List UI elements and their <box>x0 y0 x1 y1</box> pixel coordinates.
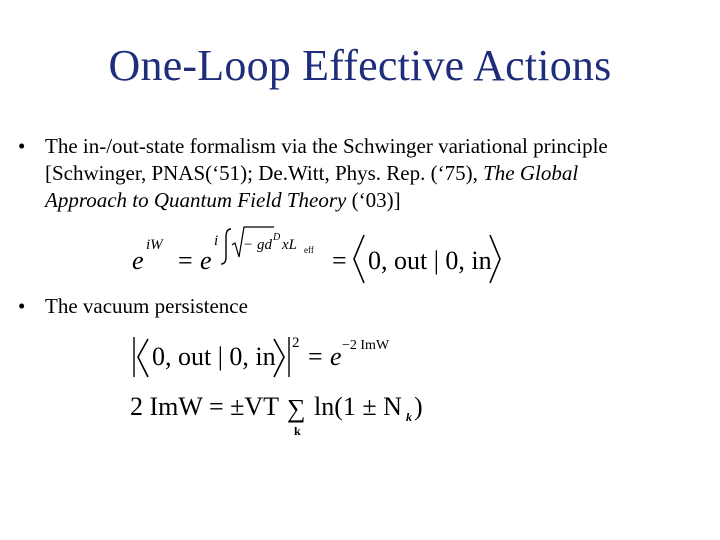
eq1-lhs-exp: iW <box>146 237 163 253</box>
svg-text:=: = <box>308 342 323 371</box>
eq1-lhs-base: e <box>132 246 144 275</box>
eq1-exp-sub: eff <box>304 245 314 255</box>
bullet-dot: • <box>18 294 26 318</box>
eq1-exp-body: gd <box>257 237 272 253</box>
equation-vacuum-persistence <box>130 335 430 440</box>
integral-icon <box>221 229 231 264</box>
eq1-exp-d: D <box>273 232 281 243</box>
bullet-line-3 <box>45 187 705 214</box>
bullet-dot: • <box>18 134 26 158</box>
eq2-sum-sub: k <box>294 424 301 438</box>
bullet-text: The vacuum persistence <box>45 294 248 318</box>
eq2-line2-lhs: 2 ImW = ±VT <box>130 392 280 421</box>
citation-text: [Schwinger, PNAS(‘51); De.Witt, Phys. Rep. (‘75), <box>45 161 484 185</box>
eq2-rhs-base: e <box>330 342 342 371</box>
eq2-pow: 2 <box>292 335 300 351</box>
equation-2-svg <box>130 335 430 440</box>
citation-year: (‘03)] <box>346 188 401 212</box>
eq1-equals-2: = <box>332 246 347 275</box>
equation-1-svg <box>132 225 512 285</box>
eq1-rhs-base: e <box>200 246 212 275</box>
eq1-exp-i: i <box>214 233 219 249</box>
book-title-part2: Approach to Quantum Field Theory <box>45 188 347 212</box>
equation-in-out-amplitude <box>132 225 512 285</box>
slide-title: One-Loop Effective Actions <box>108 41 612 90</box>
eq2-inner: 0, out | 0, in <box>152 342 276 371</box>
bullet-line-1: The in-/out-state formalism via the Schwinger variational principle <box>45 134 608 158</box>
eq2-close: ) <box>414 392 423 421</box>
sum-icon: ∑ <box>287 394 306 423</box>
bullet-line-2 <box>45 160 705 187</box>
eq1-equals: = <box>178 246 193 275</box>
eq2-line2-rhs: ln(1 ± N <box>314 392 402 421</box>
bullet-text <box>45 133 705 214</box>
eq2-rhs-sub: k <box>406 410 412 424</box>
eq1-minus: − <box>244 237 253 253</box>
eq1-result: 0, out | 0, in <box>368 246 492 275</box>
book-title-part1: The Global <box>483 161 579 185</box>
eq1-exp-x: xL <box>282 237 297 253</box>
left-angle-bracket-icon <box>138 339 148 377</box>
left-angle-bracket-icon <box>354 235 364 283</box>
eq2-rhs-exp: −2 ImW <box>342 338 390 353</box>
